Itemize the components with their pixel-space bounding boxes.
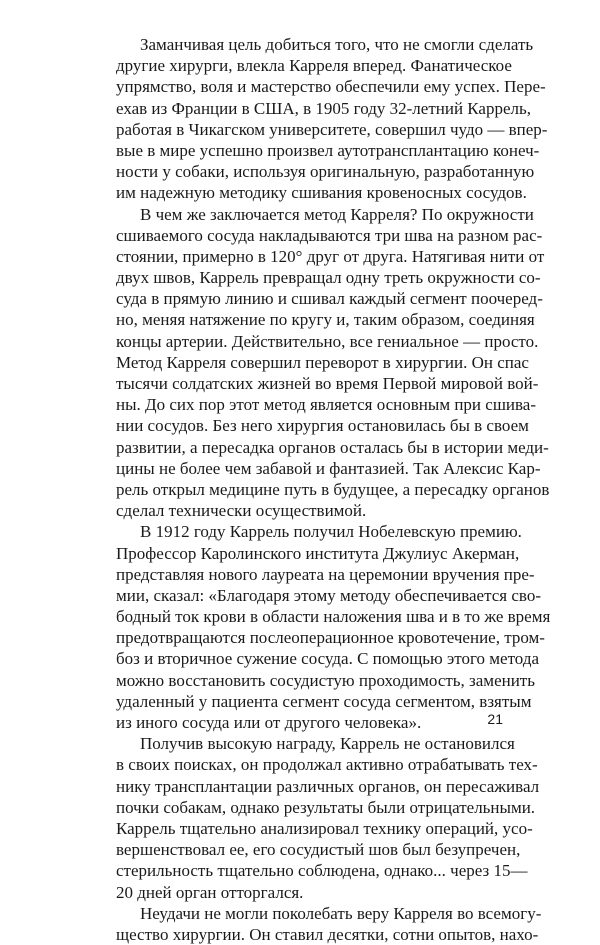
text-line: вые в мире успешно произвел аутотрансплантацию конеч- — [116, 140, 540, 160]
text-line: развитии, а пересадка органов осталась бы в истории меди- — [116, 437, 549, 457]
text-line: бодный ток крови в области наложения шва и в то же время — [116, 607, 551, 627]
text-line: щество хирургии. Он ставил десятки, сотни опытов, нахо- — [116, 924, 539, 944]
text-line: предотвращаются послеоперационное кровотечение, тром- — [116, 628, 545, 648]
text-line: боз и вторичное сужение сосуда. С помощью этого метода — [116, 649, 540, 669]
text-line: стерильность тщательно соблюдена, однако... через 15— — [116, 861, 528, 881]
body-text — [116, 34, 551, 945]
text-line: Каррель тщательно анализировал технику операций, усо- — [116, 818, 533, 838]
text-line: в своих поисках, он продолжал активно отрабатывать тех- — [116, 755, 538, 775]
text-line: почки собакам, однако результаты были отрицательными. — [116, 797, 536, 817]
text-line: В 1912 году Каррель получил Нобелевскую премию. — [140, 522, 522, 542]
text-line: цины не более чем забавой и фантазией. Так Алексис Кар- — [116, 458, 541, 478]
text-line: мии, сказал: «Благодаря этому методу обеспечивается сво- — [116, 585, 541, 605]
text-line: Метод Карреля совершил переворот в хирургии. Он спас — [116, 352, 529, 372]
text-line: В чем же заключается метод Карреля? По окружности — [140, 204, 534, 224]
text-line: упрямство, воля и мастерство обеспечили ему успех. Пере- — [116, 77, 546, 97]
text-line: сшиваемого сосуда накладываются три шва на разном рас- — [116, 225, 543, 245]
text-line: сделал технически осуществимой. — [116, 501, 367, 521]
text-line: им надежную методику сшивания кровеносных сосудов. — [116, 183, 527, 203]
text-line: вершенствовал ее, его сосудистый шов был безупречен, — [116, 840, 521, 860]
text-line: Получив высокую награду, Каррель не остановился — [140, 734, 515, 754]
text-line: концы артерии. Действительно, все гениальное — просто. — [116, 331, 539, 351]
text-line: можно восстановить сосудистую проходимость, заменить — [116, 670, 535, 690]
text-line: ехав из Франции в США, в 1905 году 32-летний Каррель, — [116, 98, 531, 118]
text-line: Профессор Каролинского института Джулиус Акерман, — [116, 543, 520, 563]
text-line: другие хирурги, влекла Карреля вперед. Фанатическое — [116, 56, 512, 76]
text-line: тысячи солдатских жизней во время Первой мировой вой- — [116, 374, 539, 393]
text-line: двух швов, Каррель превращал одну треть окружности со- — [116, 268, 541, 288]
text-line: работая в Чикагском университете, совершил чудо — впер- — [116, 119, 548, 139]
text-line: суда в прямую линию и сшивал каждый сегмент поочеред- — [116, 289, 543, 309]
text-line: нику трансплантации различных органов, он пересаживал — [116, 776, 540, 796]
text-line: нии сосудов. Без него хирургия остановилась бы в своем — [116, 416, 529, 436]
text-line: но, меняя натяжение по кругу и, таким образом, соединяя — [116, 310, 535, 330]
text-line: стоянии, примерно в 120° друг от друга. Натягивая нити от — [116, 246, 545, 266]
text-line: ности у собаки, используя оригинальную, разработанную — [116, 162, 535, 182]
text-line: ны. До сих пор этот метод является основным при сшива- — [116, 395, 537, 415]
page-number: 21 — [487, 711, 503, 727]
text-line: удаленный у пациента сегмент сосуда сегментом, взятым — [116, 691, 532, 711]
text-line: рель открыл медицине путь в будущее, а пересадку органов — [116, 479, 550, 499]
text-line: Неудачи не могли поколебать веру Карреля во всемогу- — [140, 903, 542, 923]
text-line: Заманчивая цель добиться того, что не смогли сделать — [140, 35, 534, 54]
text-line: представляя нового лауреата на церемонии вручения пре- — [116, 564, 535, 584]
text-line: из иного сосуда или от другого человека». — [116, 713, 422, 732]
text-line: 20 дней орган отторгался. — [116, 882, 304, 902]
